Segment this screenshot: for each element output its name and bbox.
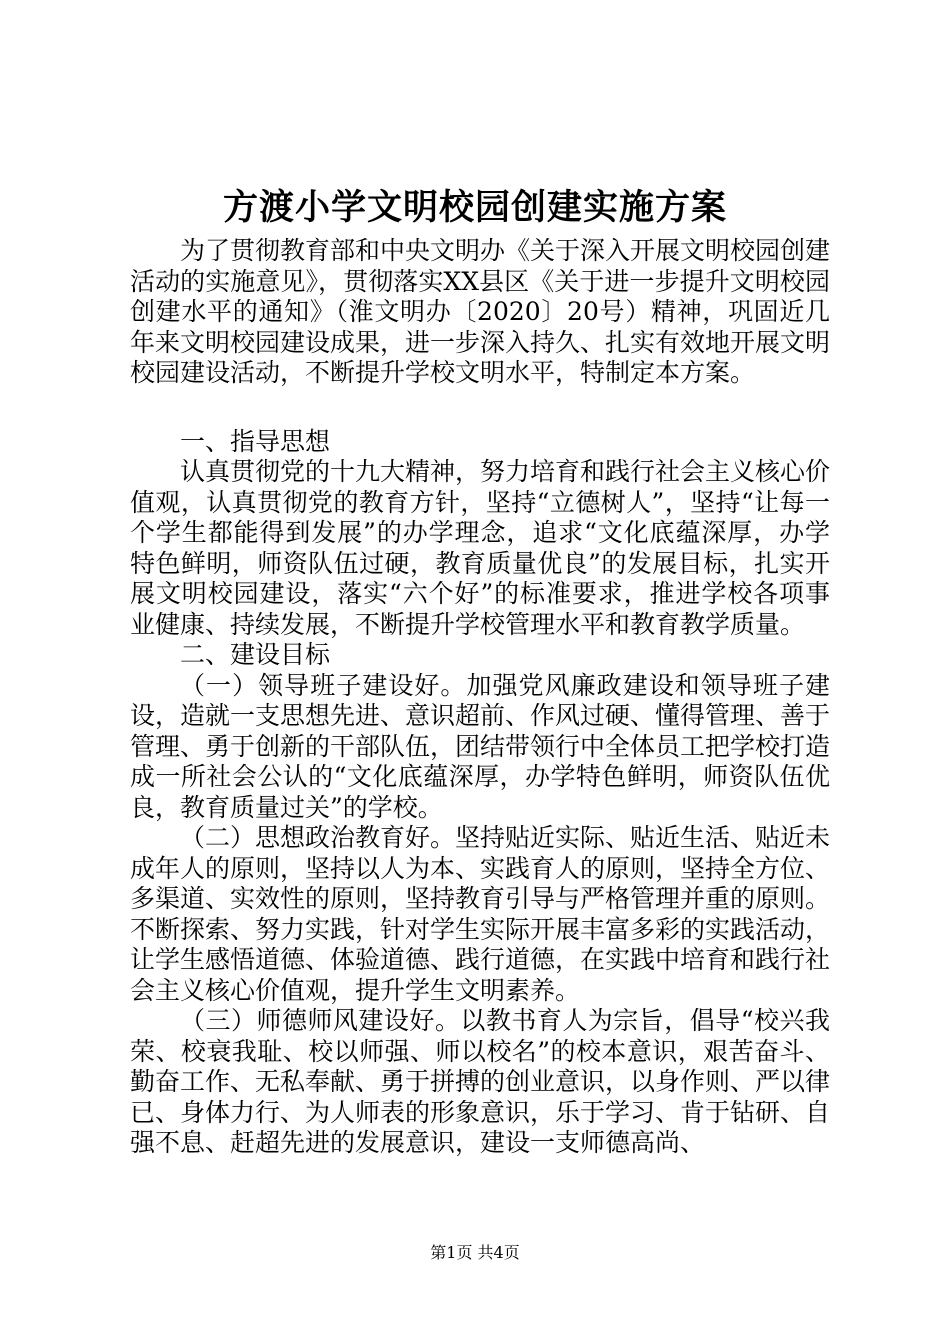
- item2-paragraph: （二）思想政治教育好。坚持贴近实际、贴近生活、贴近未成年人的原则，坚持以人为本、实践育人的原则，坚持全方位、多渠道、实效性的原则，坚持教育引导与严格管理并重的原则。不断探索、努力实践，针对学生实际开展丰富多彩的实践活动，让学生感悟道德、体验道德、践行道德，在实践中培育和践行社会主义核心价值观，提升学生文明素养。: [130, 823, 831, 1005]
- intro-paragraph: 为了贯彻教育部和中央文明办《关于深入开展文明校园创建活动的实施意见》，贯彻落实XX县区《关于进一步提升文明校园创建水平的通知》（淮文明办〔2020〕20号）精神，巩固近几年来文明校园建设成果，进一步深入持久、扎实有效地开展文明校园建设活动，不断提升学校文明水平，特制定本方案。: [130, 236, 831, 387]
- paragraph-gap: [130, 389, 830, 427]
- document-title: 方渡小学文明校园创建实施方案: [222, 187, 727, 228]
- section1-paragraph: 认真贯彻党的十九大精神，努力培育和践行社会主义核心价值观，认真贯彻党的教育方针，坚持“立德树人”，坚持“让每一个学生都能得到发展”的办学理念，追求“文化底蕴深厚，办学特色鲜明，师资队伍过硬，教育质量优良”的发展目标，扎实开展文明校园建设，落实“六个好”的标准要求，推进学校各项事业健康、持续发展，不断提升学校管理水平和教育教学质量。: [130, 457, 831, 639]
- page-footer: 第1页 共4页: [430, 1243, 520, 1262]
- item3-paragraph: （三）师德师风建设好。以教书育人为宗旨，倡导“校兴我荣、校衰我耻、校以师强、师以校名”的校本意识，艰苦奋斗、勤奋工作、无私奉献、勇于拼搏的创业意识，以身作则、严以律已、身体力行、为人师表的形象意识，乐于学习、肯于钻研、自强不息、赶超先进的发展意识，建设一支师德高尚、: [130, 1006, 831, 1157]
- item1-paragraph: （一）领导班子建设好。加强党风廉政建设和领导班子建设，造就一支思想先进、意识超前、作风过硬、懂得管理、善于管理、勇于创新的干部队伍，团结带领行中全体员工把学校打造成一所社会公认的“文化底蕴深厚，办学特色鲜明，师资队伍优良，教育质量过关”的学校。: [130, 670, 831, 822]
- section2-heading: 二、建设目标: [180, 640, 331, 669]
- document-body: [130, 236, 830, 1159]
- section1-heading: 一、指导思想: [180, 426, 331, 456]
